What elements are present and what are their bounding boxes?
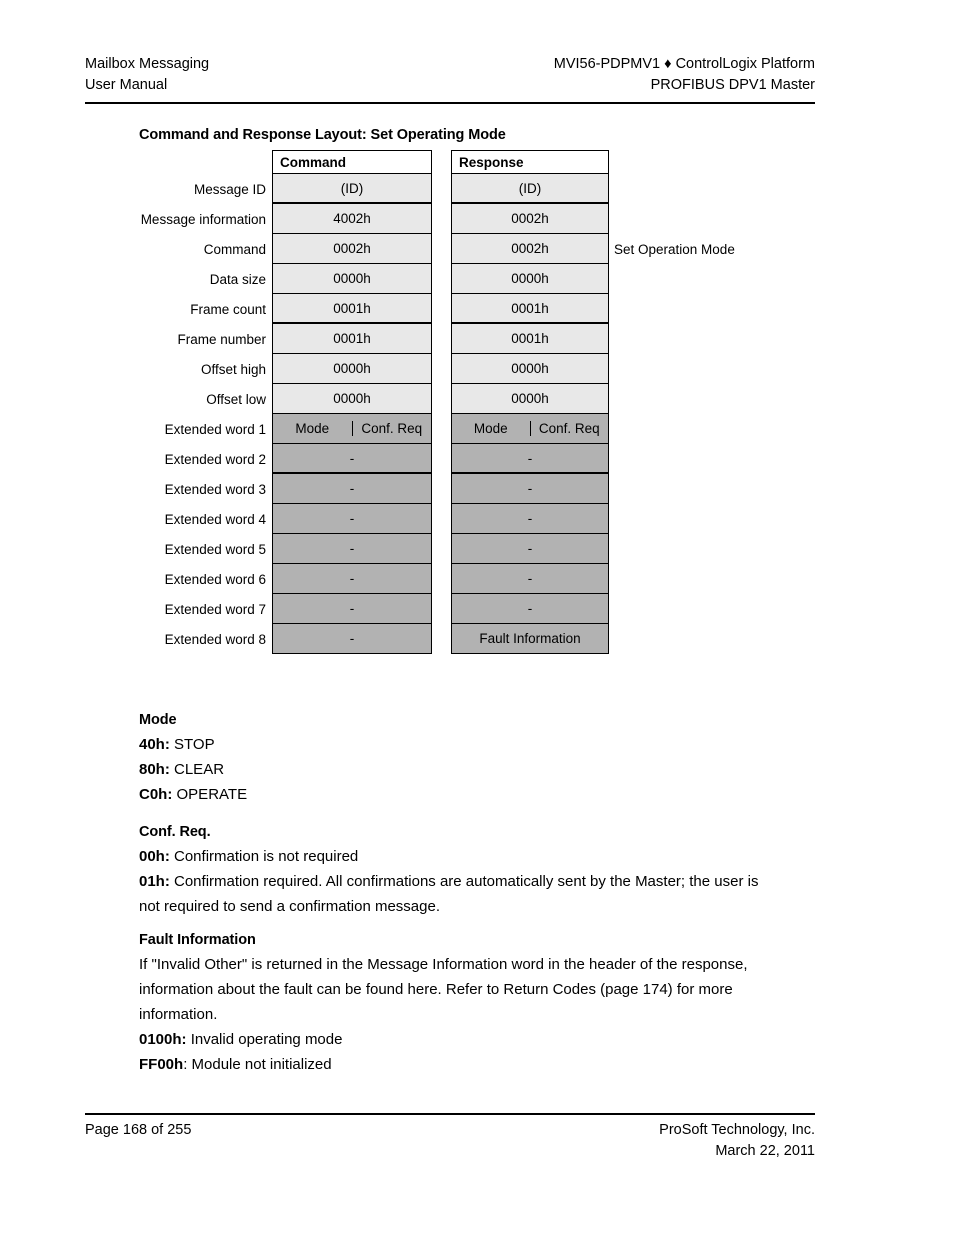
row-label: Extended word 7 bbox=[164, 601, 266, 617]
fault-text-0100h: Invalid operating mode bbox=[186, 1031, 343, 1048]
conf-req-entry-01h bbox=[139, 869, 779, 919]
row-label: Message information bbox=[140, 211, 266, 227]
table-row bbox=[139, 564, 799, 594]
command-cell: - bbox=[272, 444, 432, 474]
mode-code-40h: 40h: bbox=[139, 736, 170, 753]
column-gap bbox=[432, 354, 451, 384]
row-label: Extended word 5 bbox=[164, 541, 266, 557]
response-cell: - bbox=[451, 534, 609, 564]
command-response-layout-diagram bbox=[139, 150, 799, 654]
mode-text-40h: STOP bbox=[169, 736, 215, 753]
fault-code-0100h: 0100h: bbox=[139, 1031, 187, 1048]
conf-req-heading: Conf. Req. bbox=[139, 824, 211, 840]
column-header-response: Response bbox=[451, 150, 609, 174]
column-gap bbox=[432, 474, 451, 504]
row-label: Extended word 4 bbox=[164, 511, 266, 527]
column-gap bbox=[432, 204, 451, 234]
command-cell bbox=[272, 414, 432, 444]
command-cell: 0000h bbox=[272, 384, 432, 414]
command-cell: 0000h bbox=[272, 264, 432, 294]
column-gap bbox=[432, 504, 451, 534]
response-cell: 0000h bbox=[451, 384, 609, 414]
table-row bbox=[139, 594, 799, 624]
column-gap bbox=[432, 414, 451, 444]
header-document-type: User Manual bbox=[85, 77, 168, 93]
response-cell: 0000h bbox=[451, 354, 609, 384]
column-gap bbox=[432, 534, 451, 564]
mode-entry-80h bbox=[139, 757, 779, 782]
response-cell: 0002h bbox=[451, 204, 609, 234]
row-label: Extended word 6 bbox=[164, 571, 266, 587]
row-label: Message ID bbox=[193, 181, 266, 197]
command-cell: - bbox=[272, 594, 432, 624]
footer-page-number: Page 168 of 255 bbox=[85, 1122, 192, 1138]
command-cell-mode: Mode bbox=[295, 421, 330, 436]
column-gap bbox=[432, 264, 451, 294]
column-gap bbox=[432, 234, 451, 264]
column-gap bbox=[432, 444, 451, 474]
column-gap bbox=[432, 594, 451, 624]
command-cell: 0001h bbox=[272, 324, 432, 354]
page-footer bbox=[85, 1120, 815, 1170]
mode-section bbox=[139, 708, 779, 807]
row-label: Extended word 3 bbox=[164, 481, 266, 497]
conf-req-code-00h: 00h: bbox=[139, 848, 170, 865]
footer-right-block bbox=[659, 1120, 815, 1162]
command-cell: 0002h bbox=[272, 234, 432, 264]
table-row bbox=[139, 174, 799, 204]
page-header bbox=[85, 54, 815, 102]
response-cell: - bbox=[451, 474, 609, 504]
fault-entry-ff00h bbox=[139, 1052, 779, 1077]
mode-heading: Mode bbox=[139, 712, 177, 728]
response-cell-conf-req: Conf. Req bbox=[530, 421, 609, 436]
response-cell: (ID) bbox=[451, 174, 609, 204]
command-cell: - bbox=[272, 504, 432, 534]
response-cell: 0001h bbox=[451, 324, 609, 354]
row-label: Command bbox=[203, 241, 266, 257]
command-cell: - bbox=[272, 564, 432, 594]
response-cell-mode: Mode bbox=[473, 421, 508, 436]
fault-information-section bbox=[139, 928, 779, 1077]
table-row bbox=[139, 204, 799, 234]
conf-req-text-00h: Confirmation is not required bbox=[169, 848, 359, 865]
table-row bbox=[139, 354, 799, 384]
response-cell: 0000h bbox=[451, 264, 609, 294]
fault-information-paragraph: If "Invalid Other" is returned in the Message Information word in the header of the response, information about the fault can be found here. Refer to Return Codes (page 174) for more information. bbox=[139, 956, 748, 1023]
row-label: Extended word 2 bbox=[164, 451, 266, 467]
column-gap bbox=[432, 624, 451, 654]
table-row bbox=[139, 624, 799, 654]
table-row bbox=[139, 234, 799, 264]
command-cell: 4002h bbox=[272, 204, 432, 234]
header-product-protocol: PROFIBUS DPV1 Master bbox=[650, 77, 815, 93]
fault-code-ff00h: FF00h bbox=[139, 1056, 184, 1073]
column-header-command: Command bbox=[272, 150, 432, 174]
conf-req-section bbox=[139, 820, 779, 919]
table-row bbox=[139, 384, 799, 414]
table-row bbox=[139, 474, 799, 504]
response-cell: 0001h bbox=[451, 294, 609, 324]
command-cell: (ID) bbox=[272, 174, 432, 204]
column-gap bbox=[432, 150, 451, 174]
conf-req-text-01h: Confirmation required. All confirmations are automatically sent by the Master; the user is not required to send a confirmation message. bbox=[139, 873, 759, 915]
table-header-row bbox=[139, 150, 799, 174]
header-right-block bbox=[554, 54, 815, 96]
response-cell: - bbox=[451, 444, 609, 474]
response-cell bbox=[451, 414, 609, 444]
table-row bbox=[139, 504, 799, 534]
mode-code-c0h: C0h: bbox=[139, 786, 173, 803]
footer-divider-rule bbox=[85, 1113, 815, 1115]
command-cell-conf-req: Conf. Req bbox=[352, 421, 432, 436]
command-cell: - bbox=[272, 534, 432, 564]
command-cell: - bbox=[272, 474, 432, 504]
mode-text-80h: CLEAR bbox=[169, 761, 225, 778]
conf-req-code-01h: 01h: bbox=[139, 873, 170, 890]
fault-information-heading: Fault Information bbox=[139, 932, 256, 948]
response-cell: - bbox=[451, 594, 609, 624]
fault-text-ff00h: : Module not initialized bbox=[183, 1056, 332, 1073]
response-cell: - bbox=[451, 564, 609, 594]
row-label: Frame number bbox=[177, 331, 266, 347]
table-row bbox=[139, 294, 799, 324]
footer-company: ProSoft Technology, Inc. bbox=[659, 1122, 815, 1138]
row-label: Extended word 8 bbox=[164, 631, 266, 647]
column-gap bbox=[432, 324, 451, 354]
column-gap bbox=[432, 174, 451, 204]
header-document-section: Mailbox Messaging bbox=[85, 56, 210, 72]
response-cell: 0002h bbox=[451, 234, 609, 264]
table-row bbox=[139, 444, 799, 474]
mode-code-80h: 80h: bbox=[139, 761, 170, 778]
page-title: Command and Response Layout: Set Operating Mode bbox=[139, 127, 506, 143]
row-label: Extended word 1 bbox=[164, 421, 266, 437]
fault-entry-0100h bbox=[139, 1027, 779, 1052]
header-left-block bbox=[85, 54, 209, 96]
diagram-grid bbox=[139, 150, 799, 654]
mode-entry-c0h bbox=[139, 782, 779, 807]
diagram-annotation: Set Operation Mode bbox=[614, 241, 735, 257]
table-row bbox=[139, 534, 799, 564]
header-divider-rule bbox=[85, 102, 815, 104]
command-cell: - bbox=[272, 624, 432, 654]
response-cell: Fault Information bbox=[451, 624, 609, 654]
row-label: Data size bbox=[209, 271, 266, 287]
table-row bbox=[139, 324, 799, 354]
mode-text-c0h: OPERATE bbox=[172, 786, 248, 803]
row-label-spacer bbox=[139, 150, 272, 174]
header-product-platform: MVI56-PDPMV1 ♦ ControlLogix Platform bbox=[553, 56, 815, 72]
mode-entry-40h bbox=[139, 732, 779, 757]
response-cell: - bbox=[451, 504, 609, 534]
footer-date: March 22, 2011 bbox=[715, 1143, 815, 1159]
row-label: Offset high bbox=[200, 361, 266, 377]
column-gap bbox=[432, 384, 451, 414]
command-cell: 0001h bbox=[272, 294, 432, 324]
command-cell: 0000h bbox=[272, 354, 432, 384]
column-gap bbox=[432, 294, 451, 324]
conf-req-entry-00h bbox=[139, 844, 779, 869]
row-label: Offset low bbox=[206, 391, 266, 407]
table-row bbox=[139, 414, 799, 444]
column-gap bbox=[432, 564, 451, 594]
row-label: Frame count bbox=[190, 301, 266, 317]
table-row bbox=[139, 264, 799, 294]
